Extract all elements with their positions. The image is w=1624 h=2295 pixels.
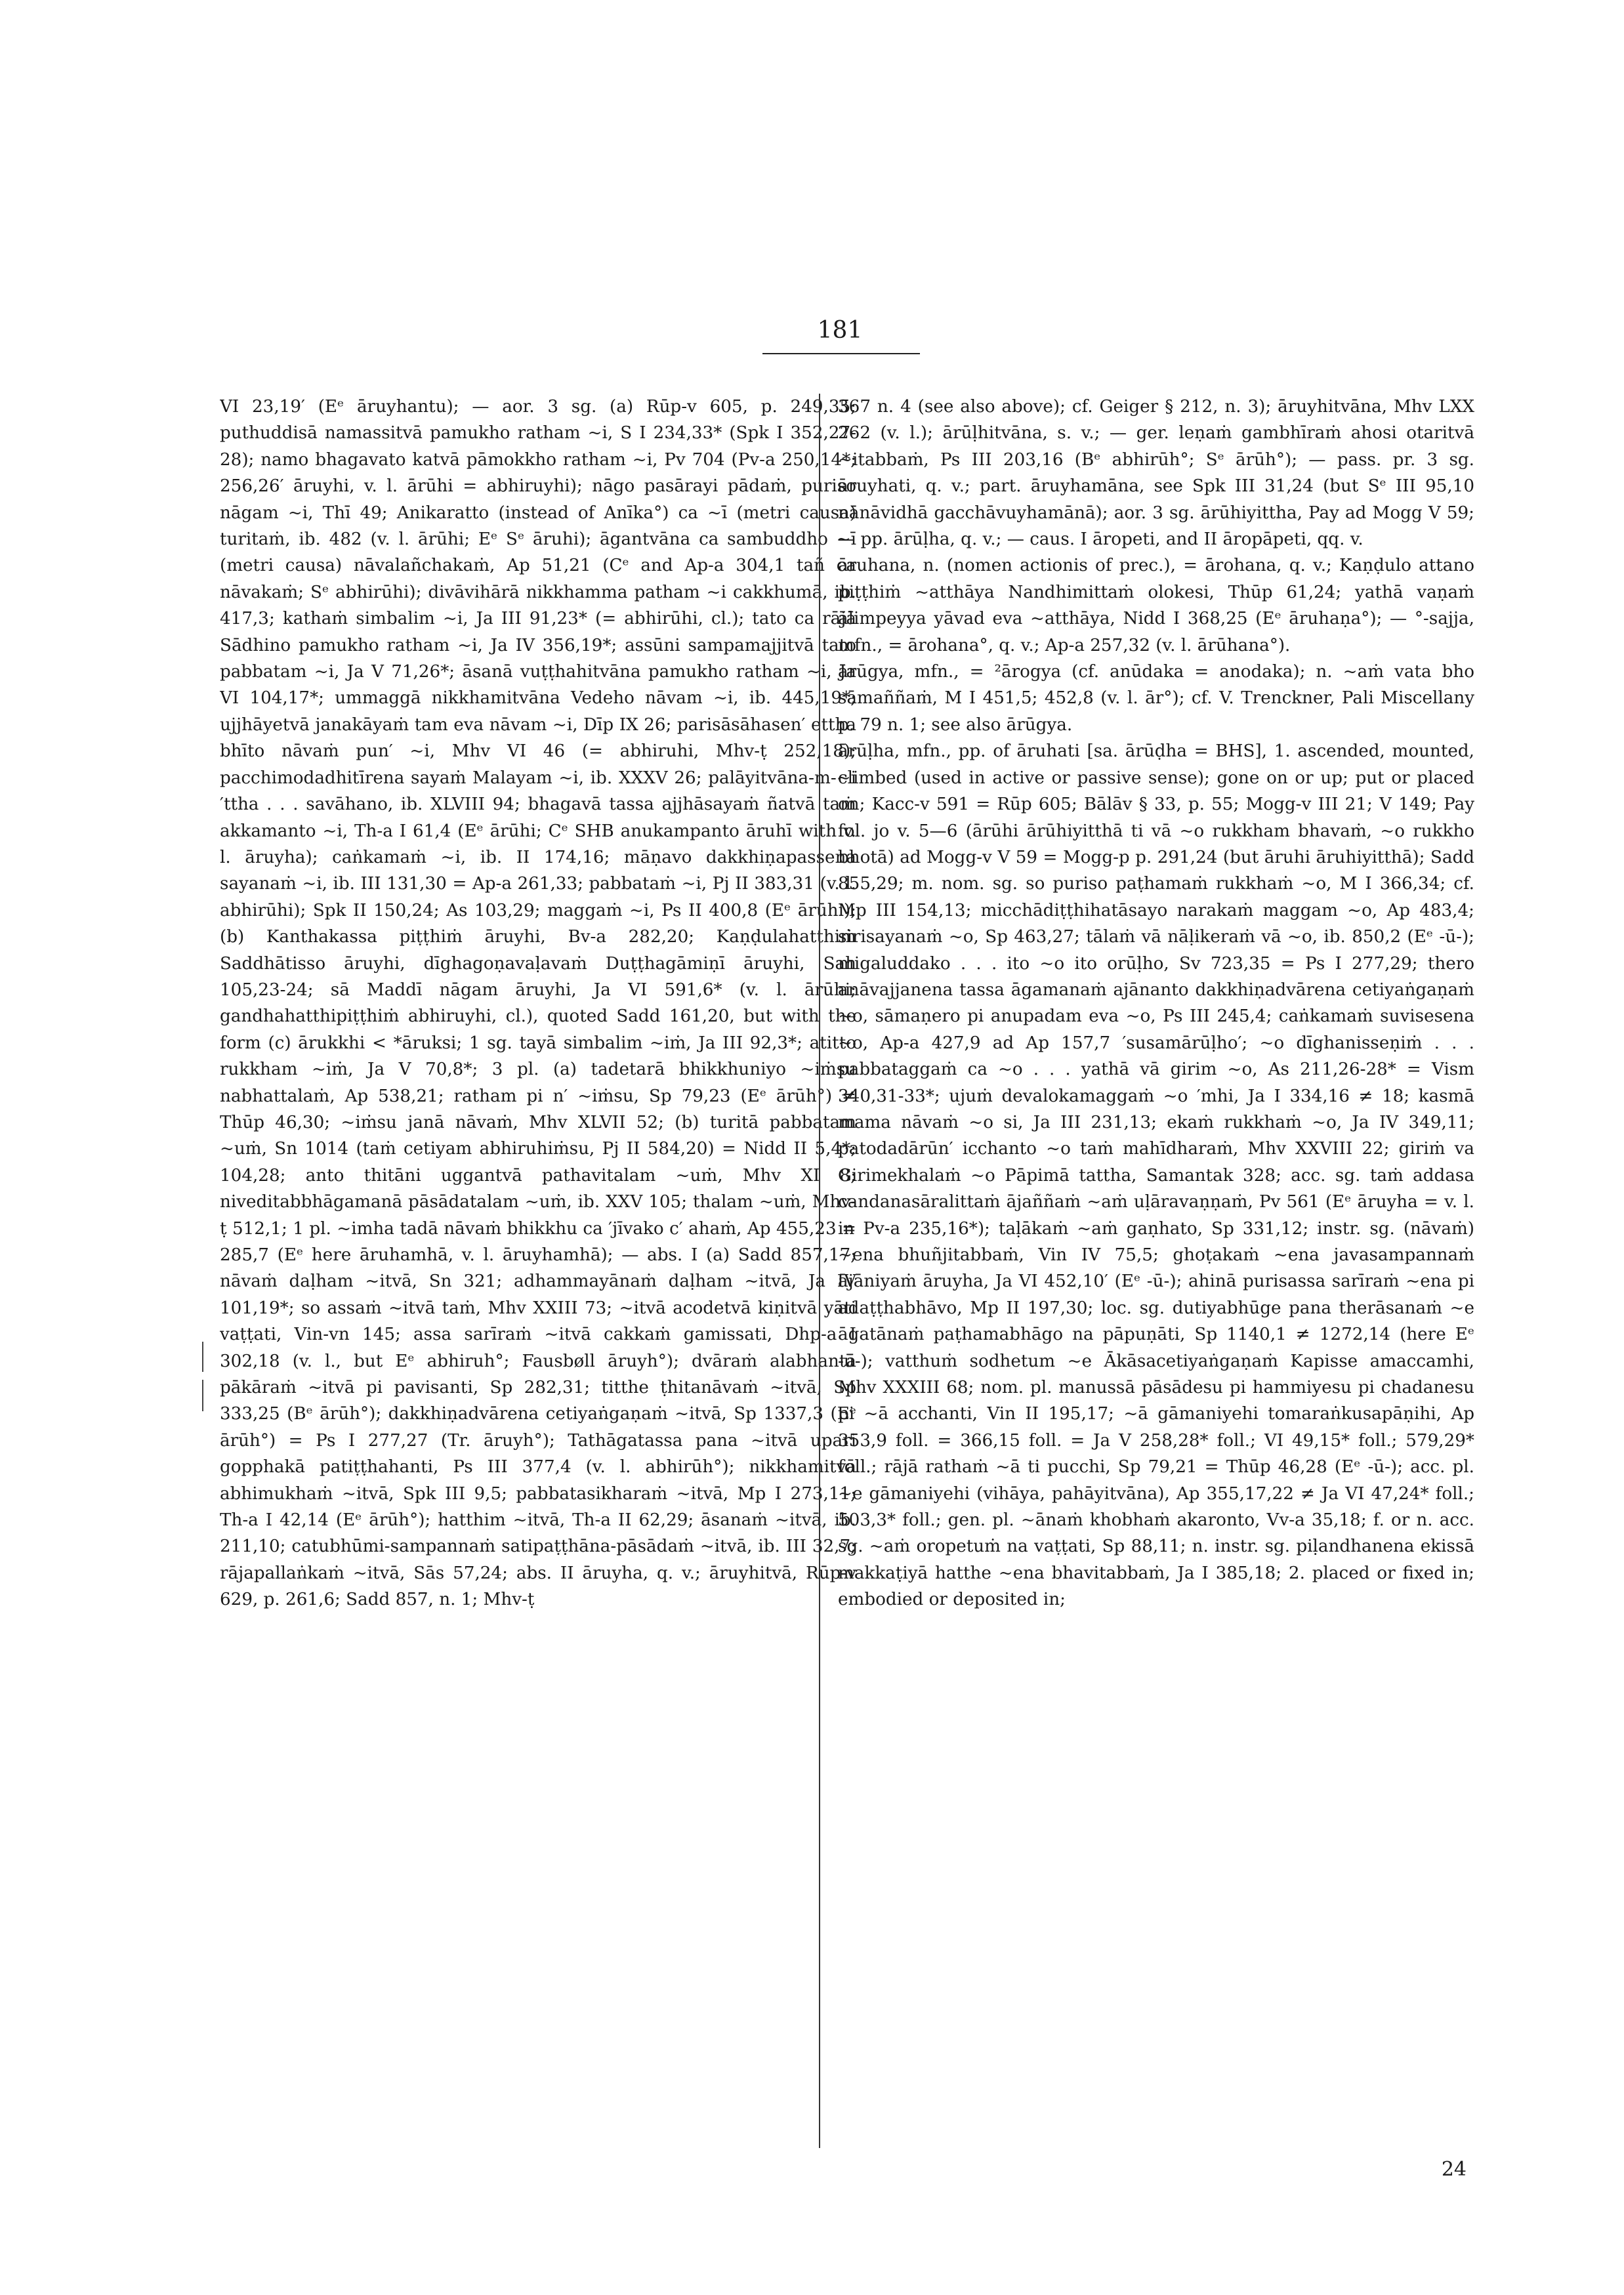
entry-continuation-right: 367 n. 4 (see also above); cf. Geiger § 212, n. 3); āruyhitvāna, Mhv LXX 262 (v. l.); ārūḷhitvāna, s. v.; — ger. leṇaṁ gambhīraṁ ahosi otaritvā ~itabbaṁ, Ps III 203,16 (Bᵉ abhirūh°; Sᵉ ārūh°); — pass. pr. 3 sg. āruyhati, q. v.; part. āruyhamāna, see Spk III 31,24 (but Sᵉ III 95,10 nānāvidhā gacchāvuyhamānā); aor. 3 sg. ārūhiyittha, Pay ad Mogg V 59; — pp. ārūḷha, q. v.; — caus. I āropeti, and II āropāpeti, qq. v. [838,397,1474,550]
entry-arulha: ārūḷha, mfn., pp. of āruhati [sa. ārūḍha = BHS], 1. ascended, mounted, climbed (used in active or passive sense); gone on or up; put or placed on; Kacc-v 591 = Rūp 605; Bālāv § 33, p. 55; Mogg-v III 21; V 149; Pay fol. jo v. 5—6 (ārūhi ārūhiyitthā ti vā ~o rukkham bhavaṁ, ~o rukkho bhotā) ad Mogg-v V 59 = Mogg-p p. 291,24 (but āruhi āruhiyitthā); Sadd 855,29; m. nom. sg. so puriso paṭhamaṁ rukkhaṁ ~o, M I 366,34; cf. Mp III 154,13; micchādiṭṭhihatāsayo narakaṁ maggam ~o, Ap 483,4; sirisayanaṁ ~o, Sp 463,27; tālaṁ vā nāḷikeraṁ vā ~o, ib. 850,2 (Eᵉ -ū-); migaluddako . . . ito ~o ito orūḷho, Sv 723,35 = Ps I 277,29; thero anāvajjanena tassa āgamanaṁ ajānanto dakkhiṇadvārena cetiyaṅgaṇaṁ ~o, sāmaṇero pi anupadam eva ~o, Ps III 245,4; caṅkamaṁ suvisesena ~o, Ap-a 427,9 ad Ap 157,7 ′susamārūḷho′; ~o dīghanisseṇiṁ . . . pabbataggaṁ ca ~o . . . yathā vā girim ~o, As 211,26-28* = Vism 340,31-33*; ujuṁ devalokamaggaṁ ~o ′mhi, Ja I 334,16 ≠ 18; kasmā mama nāvaṁ ~o si, Ja III 231,13; ekaṁ rukkhaṁ ~o, Ja IV 349,11; patodadārūn′ icchanto ~o taṁ mahīdharaṁ, Mhv XXVIII 22; giriṁ va Girimekhalaṁ ~o Pāpimā tattha, Samantak 328; acc. sg. taṁ addasa candanasāralittaṁ ājaññaṁ ~aṁ uḷāravaṇṇaṁ, Pv 561 (Eᵉ āruyha = v. l. in Pv-a 235,16*); taḷākaṁ ~aṁ gaṇhato, Sp 331,12; instr. sg. (nāvaṁ) ~ena bhuñjitabbaṁ, Vin IV 75,5; ghoṭakaṁ ~ena javasampannaṁ ājāniyaṁ āruyha, Ja VI 452,10′ (Eᵉ -ū-); ahinā purisassa sarīraṁ ~ena pi adaṭṭhabhāvo, Mp II 197,30; loc. sg. dutiyabhūge pana therāsanaṁ ~e āgatānaṁ paṭhamabhāgo na pāpuṇāti, Sp 1140,1 ≠ 1272,14 (here Eᵉ -ū-); vatthuṁ sodhetum ~e Ākāsacetiyaṅgaṇaṁ Kapisse amaccamhi, Mhv XXXIII 68; nom. pl. manussā pāsādesu pi hammiyesu pi chadanesu pi ~ā acchanti, Vin II 195,17; ~ā gāmaniyehi tomaraṅkusapāṇihi, Ap 353,9 foll. = 366,15 foll. = Ja V 258,28* foll.; VI 49,15* foll.; 579,29* foll.; rājā rathaṁ ~ā ti pucchi, Sp 79,21 = Thūp 46,28 (Eᵉ -ū-); acc. pl. ~e gāmaniyehi (vihāya, pahāyitvāna), Ap 355,17,22 ≠ Ja VI 47,24* foll.; 503,3* foll.; gen. pl. ~ānaṁ khobhaṁ akaronto, Vv-a 35,18; f. or n. acc. sg. ~aṁ oropetuṁ na vaṭṭati, Sp 88,11; n. instr. sg. piḷandhanena ekissā makkaṭiyā hatthe ~ena bhavitabbaṁ, Ja I 385,18; 2. placed or fixed in; embodied or deposited in; [838,741,1474,1610]
margin-mark [202,1380,203,1411]
right-column [838,394,1474,2165]
entry-continuation: VI 23,19′ (Eᵉ āruyhantu); — aor. 3 sg. (a) Rūp-v 605, p. 249,35; puthuddisā namassitvā pamukho ratham ~i, S I 234,33* (Spk I 352,27-28); namo bhagavato katvā pāmokkho ratham ~i, Pv 704 (Pv-a 250,14*; 256,26′ āruyhi, v. l. ārūhi = abhiruyhi); nāgo pasārayi pādaṁ, puriso nāgam ~i, Thī 49; Anikaratto (instead of Anīka°) ca ~ī (metri causa) turitaṁ, ib. 482 (v. l. ārūhi; Eᵉ Sᵉ āruhi); āgantvāna ca sambuddho ~ī (metri causa) nāvalañchakaṁ, Ap 51,21 (Cᵉ and Ap-a 304,1 tañ ca nāvakaṁ; Sᵉ abhirūhi); divāvihārā nikkhamma patham ~i cakkhumā, ib. 417,3; kathaṁ simbalim ~i, Ja III 91,23* (= abhirūhi, cl.); tato ca rājā Sādhino pamukho ratham ~i, Ja IV 356,19*; assūni sampamajjitvā tato pabbatam ~i, Ja V 71,26*; āsanā vuṭṭhahitvāna pamukho ratham ~i, Ja VI 104,17*; ummaggā nikkhamitvāna Vedeho nāvam ~i, ib. 445,19*; ujjhāyetvā janakāyaṁ tam eva nāvam ~i, Dīp IX 26; parisāsāhasen′ ettha bhīto nāvaṁ pun′ ~i, Mhv VI 46 (= abhiruhi, Mhv-ṭ 252,18); pacchimodadhitīrena sayaṁ Malayam ~i, ib. XXXV 26; palāyitvāna-m-~i ′ttha . . . savāhano, ib. XLVIII 94; bhagavā tassa ajjhāsayaṁ ñatvā taṁ akkamanto ~i, Th-a I 61,4 (Eᵉ ārūhi; Cᵉ SHB anukampanto āruhī with v. l. āruyha); caṅkamaṁ ~i, ib. II 174,16; māṇavo dakkhiṇapassena sayanaṁ ~i, ib. III 131,30 = Ap-a 261,33; pabbataṁ ~i, Pj II 383,31 (v. l. abhirūhi); Spk II 150,24; As 103,29; maggaṁ ~i, Ps II 400,8 (Eᵉ ārūhi); (b) Kanthakassa piṭṭhiṁ āruyhi, Bv-a 282,20; Kaṇḍulahatthiṁ Saddhātisso āruyhi, dīghagoṇavaḷavaṁ Duṭṭhagāmiṇī āruyhi, Sah 105,23-24; sā Maddī nāgam āruyhi, Ja VI 591,6* (v. l. ārūhi; gandhahatthipiṭṭhiṁ abhiruyhi, cl.), quoted Sadd 161,20, but with the form (c) ārukkhi < *āruksi; 1 sg. tayā simbalim ~iṁ, Ja III 92,3*; atitto rukkham ~iṁ, Ja V 70,8*; 3 pl. (a) tadetarā bhikkhuniyo ~iṁsu nabhattalaṁ, Ap 538,21; ratham pi n′ ~iṁsu, Sp 79,23 (Eᵉ ārūh°) ≠ Thūp 46,30; ~iṁsu janā nāvaṁ, Mhv XLVII 52; (b) turitā pabbatam ~uṁ, Sn 1014 (taṁ cetiyam abhiruhiṁsu, Pj II 584,20) = Nidd II 5,4*; 104,28; anto thitāni uggantvā pathavitalam ~uṁ, Mhv XI 8; niveditabbhāgamanā pāsādatalam ~uṁ, ib. XXV 105; thalam ~uṁ, Mhv-ṭ 512,1; 1 pl. ~imha tadā nāvaṁ bhikkhu ca ′jīvako c′ ahaṁ, Ap 455,23 = 285,7 (Eᵉ here āruhamhā, v. l. āruyhamhā); — abs. I (a) Sadd 857,17; nāvaṁ daḷham ~itvā, Sn 321; adhammayānaṁ daḷham ~itvā, Ja IV 101,19*; so assaṁ ~itvā taṁ, Mhv XXIII 73; ~itvā acodetvā kiṇitvā yāti vaṭṭati, Vin-vn 145; assa sarīraṁ ~itvā cakkaṁ gamissati, Dhp-a I 302,18 (v. l., but Eᵉ abhiruh°; Fausbøll āruyh°); dvāraṁ alabhantā pākāraṁ ~itvā pi pavisanti, Sp 282,31; titthe ṭhitanāvaṁ ~itvā, Sp 333,25 (Bᵉ ārūh°); dakkhiṇadvārena cetiyaṅgaṇaṁ ~itvā, Sp 1337,3 (Eᵉ ārūh°) = Ps I 277,27 (Tr. āruyh°); Tathāgatassa pana ~itvā upari gopphakā patiṭṭhahanti, Ps III 377,4 (v. l. abhirūh°); nikkhamitvā abhimukhaṁ ~itvā, Spk III 9,5; pabbatasikharaṁ ~itvā, Mp I 273,11; Th-a I 42,14 (Eᵉ ārūh°); hatthim ~itvā, Th-a II 62,29; āsanaṁ ~itvā, ib. 211,10; catubhūmi-sampannaṁ satipaṭṭhāna-pāsādaṁ ~itvā, ib. III 32,7; rājapallaṅkaṁ ~itvā, Sās 57,24; abs. II āruyha, q. v.; āruyhitvā, Rūp-v 629, p. 261,6; Sadd 857, n. 1; Mhv-ṭ [220,397,856,1610]
header-rule [762,353,920,354]
page-number: 181 [817,317,863,344]
entry-aruhana: āruhana, n. (nomen actionis of prec.), = ārohana, q. v.; Kaṇḍulo attano piṭṭhiṁ ~atthāya Nandhimittaṁ olokesi, Thūp 61,24; yathā vaṇaṁ ālimpeyya yāvad eva ~atthāya, Nidd I 368,25 (Eᵉ āruhaṇa°); — °-sajja, mfn., = ārohana°, q. v.; Ap-a 257,32 (v. l. ārūhana°). [838,556,1474,655]
column-divider [819,394,820,2148]
signature-mark: 24 [1441,2158,1467,2181]
margin-mark [202,1342,203,1372]
left-column [220,394,856,2165]
entry-arugya: ārūgya, mfn., = ²ārogya (cf. anūdaka = anodaka); n. ~aṁ vata bho sāmaññaṁ, M I 451,5; 452,8 (v. l. ār°); cf. V. Trenckner, Pali Miscellany p. 79 n. 1; see also ārūgya. [838,662,1474,735]
